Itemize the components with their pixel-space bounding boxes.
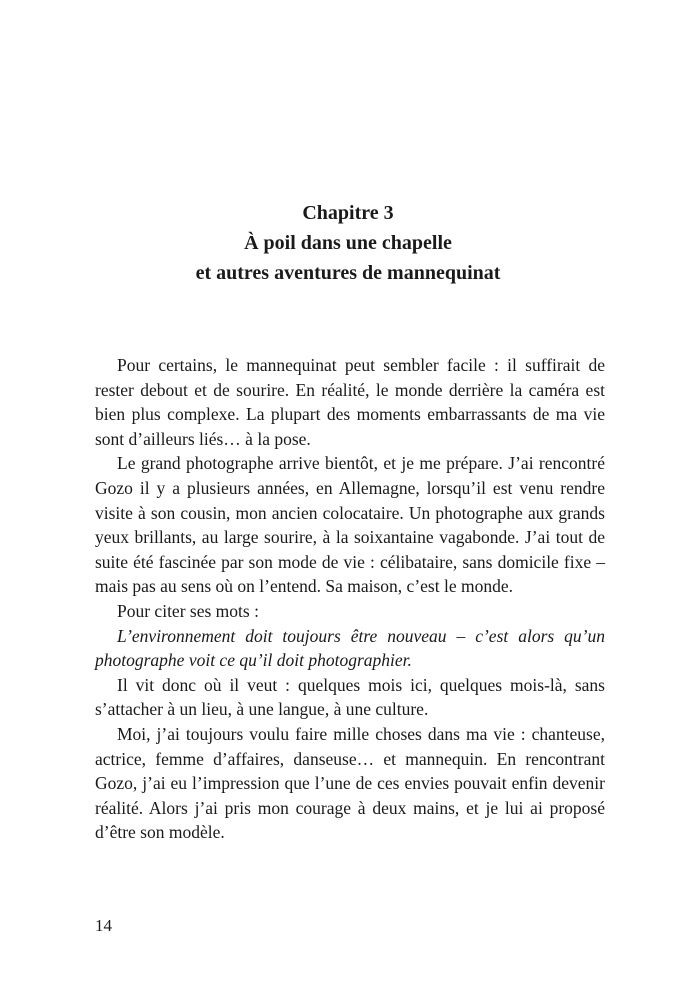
chapter-title-line-1: À poil dans une chapelle xyxy=(244,232,452,254)
page-number: 14 xyxy=(95,916,112,935)
chapter-number: Chapitre 3 xyxy=(302,202,394,224)
chapter-heading xyxy=(0,198,700,288)
chapter-title-line-2: et autres aventures de mannequinat xyxy=(195,262,501,284)
chapter-body xyxy=(95,353,605,845)
paragraph: Pour citer ses mots : xyxy=(117,600,259,621)
paragraph: Moi, j’ai toujours voulu faire mille choses dans ma vie : chanteuse, actrice, femme d’affaires, danseuse… et mannequin. En rencontrant Gozo, j’ai eu l’impression que l’une de ces envies pouvait enfin devenir réalité. Alors j’ai pris mon courage à deux mains, et je lui ai proposé d’être son modèle. xyxy=(95,723,605,843)
paragraph: Le grand photographe arrive bientôt, et je me prépare. J’ai rencontré Gozo il y a plusieurs années, en Allemagne, lorsqu’il est venu rendre visite à son cousin, mon ancien colocataire. Un photographe aux grands yeux brillants, au large sourire, à la soixantaine vagabonde. J’ai tout de suite été fascinée par son mode de vie : célibataire, sans domicile fixe – mais pas au sens où on l’entend. Sa maison, c’est le monde. xyxy=(95,453,605,597)
paragraph: Il vit donc où il veut : quelques mois ici, quelques mois-là, sans s’attacher à un lieu, à une langue, à une culture. xyxy=(95,674,605,720)
paragraph: Pour certains, le mannequinat peut sembler facile : il suffirait de rester debout et de sourire. En réalité, le monde derrière la caméra est bien plus complexe. La plupart des moments embarrassants de ma vie sont d’ailleurs liés… à la pose. xyxy=(95,355,605,449)
quote-paragraph: L’environnement doit toujours être nouveau – c’est alors qu’un photographe voit ce qu’il doit photographier. xyxy=(95,625,605,671)
